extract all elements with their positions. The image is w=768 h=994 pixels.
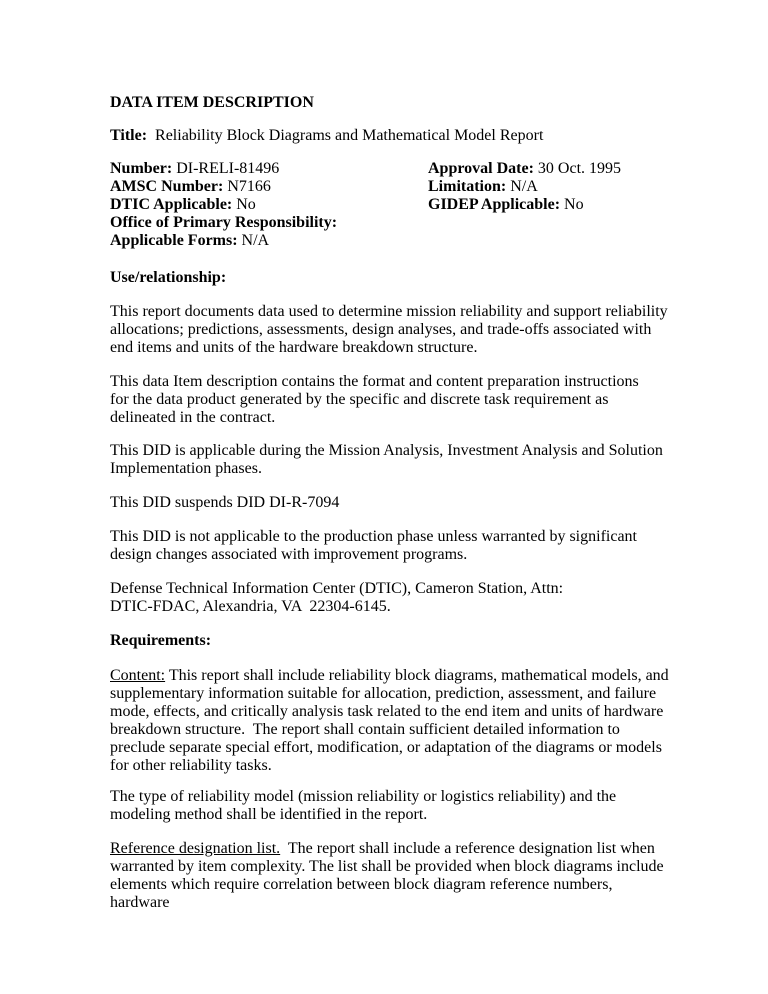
use-paragraph-2: This data Item description contains the format and content preparation instructions for the data product generated by the specific and discrete task requirement as delineated in the contract. (110, 373, 655, 426)
field-applicable-forms (110, 232, 410, 250)
field-office-of-primary-responsibility (110, 214, 410, 232)
field-gidep-applicable (428, 196, 728, 214)
dtic-address-line-2: DTIC-FDAC, Alexandria, VA 22304-6145. (110, 598, 391, 615)
field-limitation (428, 178, 728, 196)
content-text: This report shall include reliability block diagrams, mathematical models, and supplementary information suitable for allocation, prediction, assessment, and failure mode, effects, and critically analysis task related to the end item and units of hardware breakdown structure. The report shall contain sufficient detailed information to preclude separate special effort, modification, or adaptation of the diagrams or models for other reliability tasks. (110, 667, 673, 774)
right-field-column (428, 160, 728, 214)
title-value: Reliability Block Diagrams and Mathematical Model Report (155, 127, 544, 144)
field-value: N/A (241, 232, 270, 249)
field-value: 30 Oct. 1995 (537, 160, 622, 177)
field-value: N/A (510, 178, 538, 195)
content-label: Content: (110, 667, 166, 684)
document-heading: DATA ITEM DESCRIPTION (110, 94, 314, 111)
field-label: AMSC Number: (110, 178, 224, 195)
field-label: Number: (110, 160, 173, 177)
field-amsc-number (110, 178, 410, 196)
reference-designation-text: The report shall include a reference designation list when warranted by item complexity. The list shall be provided when block diagrams include elements which require correlation between block diagram reference numbers, hardware (110, 840, 668, 911)
use-paragraph-3: This DID is applicable during the Mission Analysis, Investment Analysis and Solution Implementation phases. (110, 442, 663, 477)
reference-designation-label: Reference designation list. (110, 840, 281, 857)
left-field-column (110, 160, 410, 250)
field-dtic-applicable (110, 196, 410, 214)
reference-designation-paragraph (110, 840, 670, 912)
dtic-address (110, 580, 670, 616)
title-label: Title: (110, 127, 148, 144)
field-label: Office of Primary Responsibility: (110, 214, 338, 231)
use-paragraph-5: This DID is not applicable to the production phase unless warranted by significant design changes associated with improvement programs. (110, 528, 637, 563)
field-value: DI-RELI-81496 (176, 160, 280, 177)
field-number (110, 160, 410, 178)
field-value: No (236, 196, 256, 213)
use-paragraph-4: This DID suspends DID DI-R-7094 (110, 494, 340, 511)
content-paragraph (110, 667, 673, 775)
requirements-heading: Requirements: (110, 632, 212, 649)
field-label: Approval Date: (428, 160, 534, 177)
use-paragraph-1: This report documents data used to determine mission reliability and support reliability allocations; predictions, assessments, design analyses, and trade-offs associated with end items and units of the hardware breakdown structure. (110, 303, 668, 356)
field-approval-date (428, 160, 728, 178)
field-value: N7166 (227, 178, 271, 195)
field-label: Limitation: (428, 178, 507, 195)
model-type-paragraph: The type of reliability model (mission reliability or logistics reliability) and the modeling method shall be identified in the report. (110, 788, 617, 823)
dtic-address-line-1: Defense Technical Information Center (DTIC), Cameron Station, Attn: (110, 580, 564, 597)
field-label: Applicable Forms: (110, 232, 238, 249)
use-relationship-heading: Use/relationship: (110, 269, 227, 286)
field-label: GIDEP Applicable: (428, 196, 561, 213)
field-value: No (564, 196, 584, 213)
title-line (110, 127, 543, 145)
field-label: DTIC Applicable: (110, 196, 233, 213)
